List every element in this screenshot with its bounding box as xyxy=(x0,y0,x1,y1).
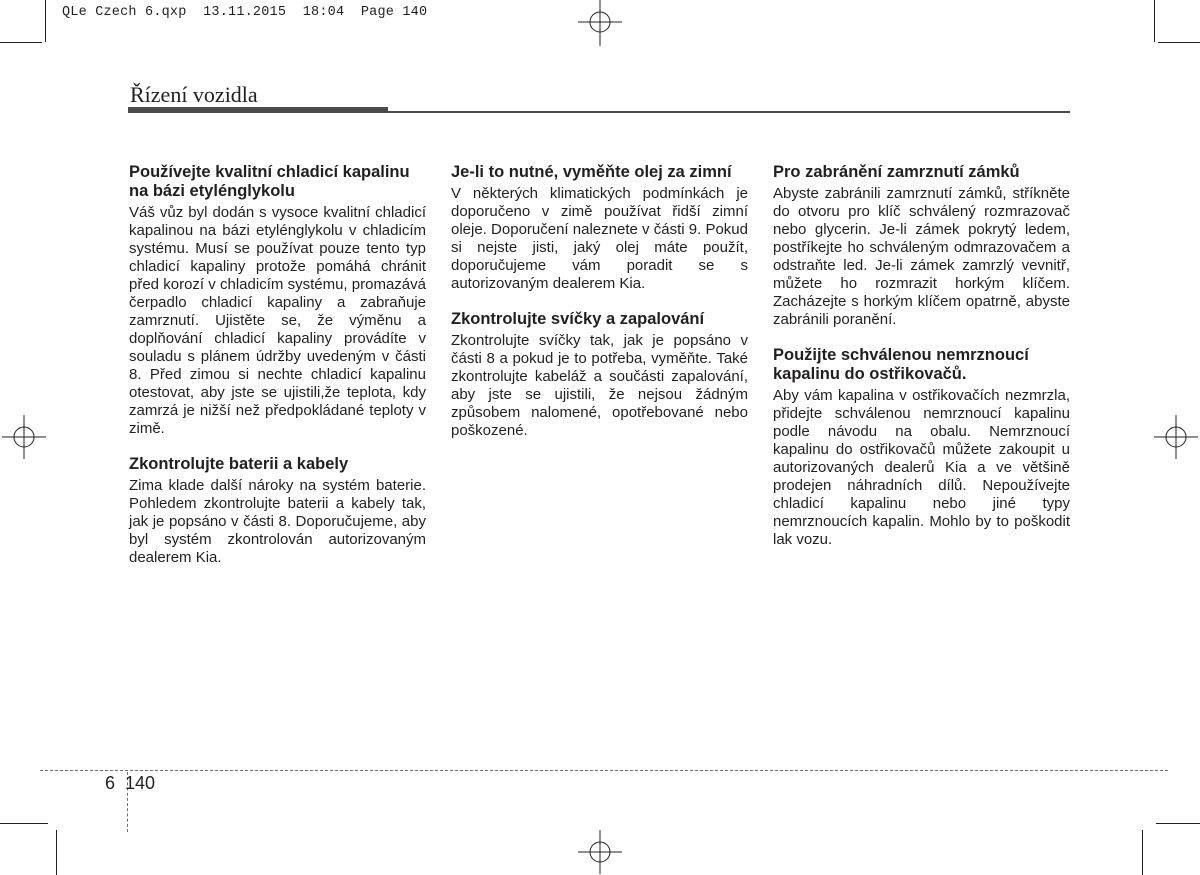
crop-mark-top-right-v xyxy=(1154,0,1155,42)
section-heading: Pro zabránění zamrznutí zámků xyxy=(773,163,1020,181)
section-body: Zima klade další nároky na systém baterie. Pohledem zkontrolujte baterii a kabely tak, jak je popsáno v části 8. Doporučujeme, aby byl systém zkontrolován autorizovaným dealerem Kia. xyxy=(129,477,426,566)
registration-mark-left-icon xyxy=(2,415,46,459)
page-number xyxy=(105,773,155,794)
section-body: Zkontrolujte svíčky tak, jak je popsáno v části 8 a pokud je to potřeba, vyměňte. Také zkontrolujte kabeláž a součásti zapalování, aby jste se ujistili, že nejsou žádným způsobem nalomené, opotřebované nebo poškozené. xyxy=(451,332,748,439)
section-heading: Je-li to nutné, vyměňte olej za zimní xyxy=(451,163,732,181)
header-rule-thin xyxy=(388,111,1070,113)
section-heading: Použijte schválenou nemrznoucí kapalinu do ostřikovačů. xyxy=(773,346,1029,383)
section-spark-plugs xyxy=(451,310,748,440)
crop-mark-bottom-left-h xyxy=(0,823,48,824)
section-heading: Používejte kvalitní chladicí kapalinu na bázi etylénglykolu xyxy=(129,163,410,200)
chapter-number: 6 xyxy=(105,773,116,793)
print-slug-line: QLe Czech 6.qxp 13.11.2015 18:04 Page 140 xyxy=(62,5,428,20)
text-column-1 xyxy=(129,163,426,584)
registration-mark-top-icon xyxy=(578,0,622,46)
section-coolant xyxy=(129,163,426,438)
crop-mark-top-left-h xyxy=(0,42,42,43)
chapter-title: Řízení vozidla xyxy=(130,82,258,107)
section-body: Váš vůz byl dodán s vysoce kvalitní chladicí kapalinou na bázi etylénglykolu v chladicím systému. Musí se používat pouze tento typ chladicí kapaliny protože pomáhá chránit před korozí v chladicím systému, promazává čerpadlo chladicí kapaliny a zabraňuje zamrznutí. Ujistěte se, že výměnu a doplňování chladicí kapaliny provádíte v souladu s plánem údržby uvedeným v části 8. Před zimou si nechte chladicí kapalinu otestovat, aby jste se ujistili,že teplota, kdy zamrzá je nižší než předpokládané teploty v zimě. xyxy=(129,204,426,437)
header-rule-thick xyxy=(128,107,388,113)
section-battery xyxy=(129,455,426,567)
registration-mark-bottom-icon xyxy=(578,830,622,874)
section-body: Aby vám kapalina v ostřikovačích nezmrzla, přidejte schválenou nemrznoucí kapalinu podle návodu na obalu. Nemrznoucí kapalinu do ostřikovačů můžete zakoupit u autorizovaných dealerů Kia a ve většině prodejen náhradních dílů. Nepoužívejte chladicí kapalinu nebo jiné typy nemrznoucích kapalin. Mohlo by to poškodit lak vozu. xyxy=(773,387,1070,548)
text-column-3 xyxy=(773,163,1070,566)
registration-mark-right-icon xyxy=(1154,415,1198,459)
section-heading: Zkontrolujte baterii a kabely xyxy=(129,455,349,473)
crop-mark-bottom-right-h xyxy=(1156,823,1200,824)
text-column-2 xyxy=(451,163,748,457)
footer-dashed-rule xyxy=(40,770,1168,771)
section-winter-oil xyxy=(451,163,748,293)
section-heading: Zkontrolujte svíčky a zapalování xyxy=(451,310,705,328)
section-washer-fluid xyxy=(773,346,1070,549)
crop-mark-bottom-right-v xyxy=(1142,830,1143,875)
crop-mark-top-right-h xyxy=(1158,42,1200,43)
section-frozen-locks xyxy=(773,163,1070,329)
section-body: Abyste zabránili zamrznutí zámků, stříkněte do otvoru pro klíč schválený rozmrazovač nebo glycerin. Je-li zámek pokrytý ledem, postříkejte ho schváleným odmrazovačem a odstraňte led. Je-li zámek zamrzlý vevnitř, můžete ho rozmrazit horkým klíčem. Zacházejte s horkým klíčem opatrně, abyste zabránili poranění. xyxy=(773,185,1070,328)
crop-mark-top-left-v xyxy=(45,0,46,42)
crop-mark-bottom-left-v xyxy=(56,830,57,875)
section-body: V některých klimatických podmínkách je doporučeno v zimě používat řidší zimní oleje. Doporučení naleznete v části 9. Pokud si nejste jisti, jaký olej máte použít, doporučujeme vám poradit se s autorizovaným dealerem Kia. xyxy=(451,185,748,292)
page-number-value: 140 xyxy=(125,773,156,793)
